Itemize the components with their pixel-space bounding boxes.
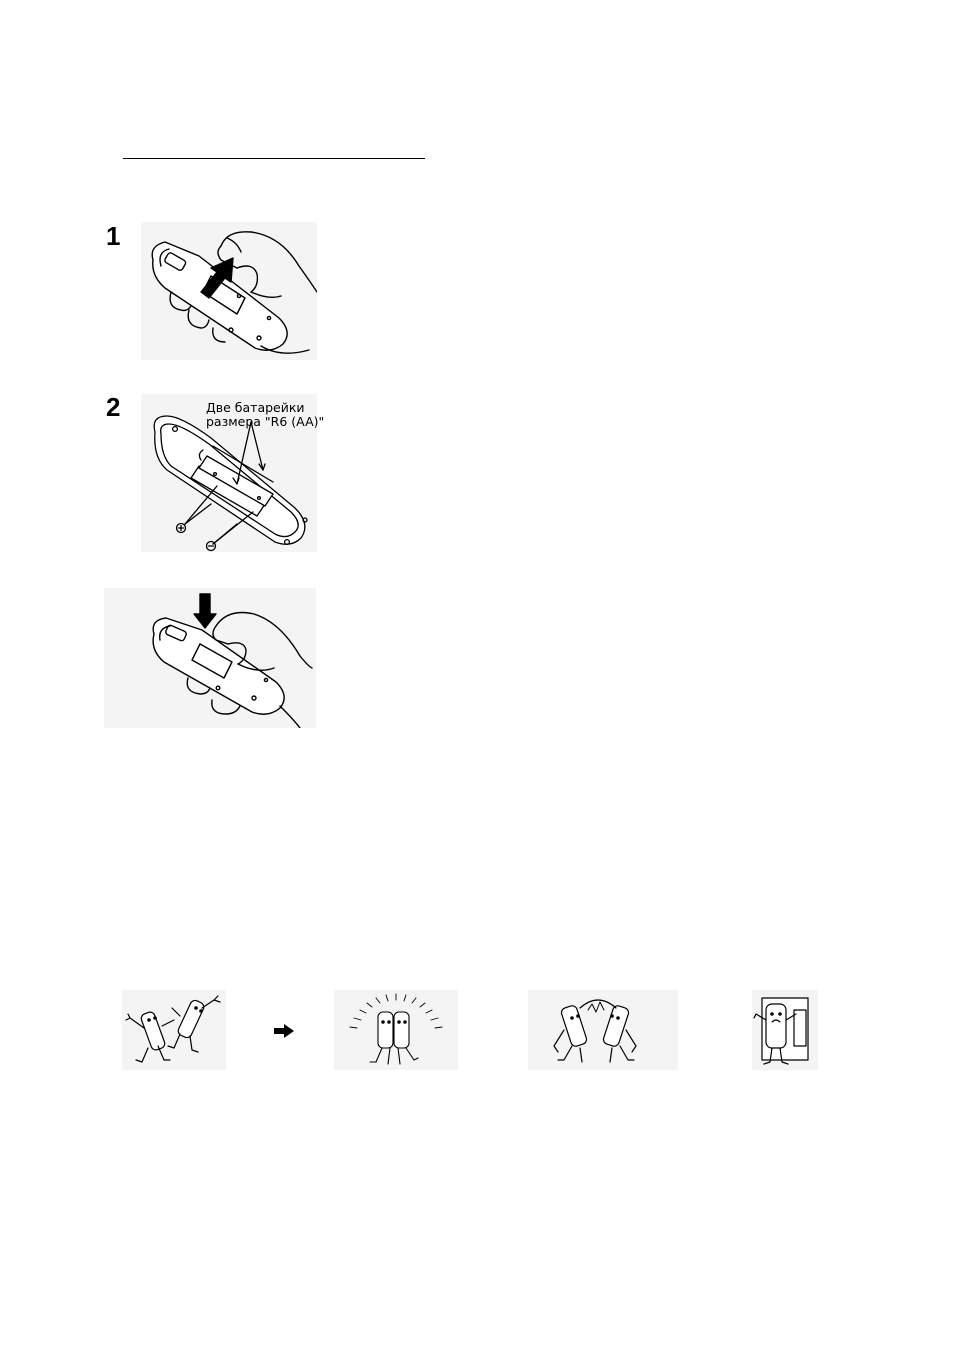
remote-close-cover-icon — [104, 588, 316, 728]
batteries-short-circuit-icon — [528, 990, 678, 1070]
battery-caption-line-1: Две батарейки — [206, 400, 305, 415]
step-1-number: 1 — [106, 221, 121, 251]
battery-disassemble-icon — [752, 990, 818, 1070]
battery-caption-line-2: размера "R6 (AA)" — [206, 414, 325, 429]
batteries-heat-icon — [334, 990, 458, 1070]
step-2-number: 2 — [106, 392, 121, 422]
batteries-mixed-old-new-icon — [122, 990, 226, 1070]
remote-open-cover-icon — [141, 222, 317, 360]
section-heading-rule — [123, 158, 425, 159]
arrow-right-icon — [274, 1024, 294, 1038]
battery-size-caption — [206, 401, 324, 429]
